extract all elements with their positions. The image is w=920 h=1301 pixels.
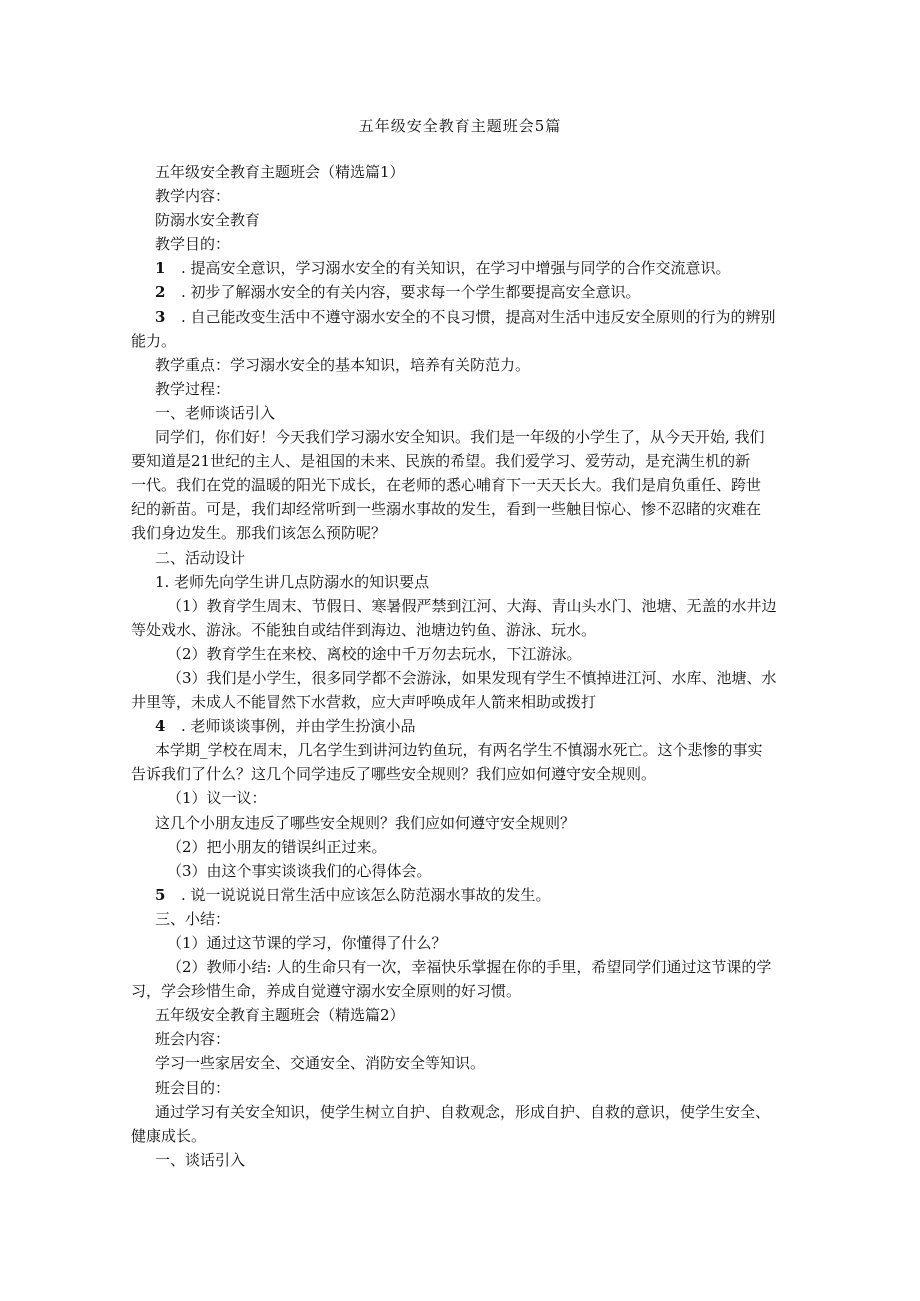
paragraph-text: 这几个小朋友违反了哪些安全规则？我们应如何遵守安全规则？	[155, 813, 576, 832]
paragraph-text: 学习一些家居安全、交通安全、消防安全等知识。	[155, 1054, 486, 1073]
paragraph-text: 1. 老师先向学生讲几点防溺水的知识要点	[155, 572, 430, 591]
paragraph-line	[131, 1124, 799, 1148]
paragraph-text: （2）把小朋友的错误纠正过来。	[167, 837, 387, 856]
paragraph-text: 一代。我们在党的温暖的阳光下成长，在老师的悉心哺育下一天天长大。我们是肩负重任、跨世	[131, 476, 762, 495]
paragraph-text: 本学期_学校在周末，几名学生到讲河边钓鱼玩，有两名学生不慎溺水死亡。这个悲惨的事实	[155, 741, 763, 760]
paragraph-text: （1）通过这节课的学习，你懂得了什么？	[167, 934, 447, 952]
paragraph-line	[131, 401, 799, 425]
paragraph-line	[131, 1027, 799, 1051]
paragraph-text: （1）议一议：	[167, 789, 267, 808]
paragraph-text: . 提高安全意识，学习溺水安全的有关知识，在学习中增强与同学的合作交流意识。	[181, 259, 731, 278]
paragraph-line	[131, 907, 799, 931]
paragraph-line	[131, 232, 799, 256]
paragraph-text: . 初步了解溺水安全的有关内容，要求每一个学生都要提高安全意识。	[181, 283, 641, 302]
paragraph-line	[131, 690, 799, 714]
paragraph-line	[131, 1100, 799, 1124]
paragraph-line	[131, 955, 799, 979]
paragraph-text: 要知道是21世纪的主人、是祖国的未来、民族的希望。我们爱学习、爱劳动，是充满生机的新	[131, 452, 751, 471]
paragraph-text: 二、活动设计	[155, 548, 246, 567]
paragraph-text: 健康成长。	[131, 1126, 207, 1145]
paragraph-line	[131, 570, 799, 594]
list-number: 3	[155, 307, 166, 326]
paragraph-line	[131, 883, 799, 907]
paragraph-text: 三、小结：	[155, 909, 231, 928]
paragraph-line	[131, 160, 799, 184]
paragraph-text: 班会内容：	[155, 1030, 231, 1049]
paragraph-text: 我们身边发生。那我们该怎么预防呢？	[131, 524, 387, 543]
paragraph-text: （2）教师小结: 人的生命只有一次，幸福快乐掌握在你的手里，希望同学们通过这节课的学	[167, 958, 772, 977]
paragraph-line	[131, 546, 799, 570]
paragraph-line	[131, 931, 799, 955]
paragraph-text: 防溺水安全教育	[155, 211, 261, 230]
paragraph-line	[131, 329, 799, 353]
paragraph-text: 一、谈话引入	[155, 1150, 246, 1169]
paragraph-line	[131, 208, 799, 232]
paragraph-line	[131, 449, 799, 473]
paragraph-line	[131, 786, 799, 810]
paragraph-line	[131, 353, 799, 377]
paragraph-text: . 自己能改变生活中不遵守溺水安全的不良习惯，提高对生活中违反安全原则的行为的辨别	[181, 307, 776, 326]
paragraph-line	[131, 666, 799, 690]
paragraph-line	[131, 594, 799, 618]
paragraph-text: 班会目的：	[155, 1078, 231, 1097]
document-body	[131, 160, 799, 1172]
paragraph-line	[131, 280, 799, 304]
paragraph-line	[131, 811, 799, 835]
paragraph-line	[131, 377, 799, 401]
paragraph-text: 五年级安全教育主题班会（精选篇2）	[155, 1006, 405, 1025]
list-number: 5	[155, 885, 166, 904]
paragraph-text: 纪的新苗。可是，我们却经常听到一些溺水事故的发生，看到一些触目惊心、惨不忍睹的灾难在	[131, 500, 762, 519]
paragraph-line	[131, 1076, 799, 1100]
paragraph-line	[131, 184, 799, 208]
paragraph-line	[131, 305, 799, 329]
paragraph-text: （1）教育学生周末、节假日、寒暑假严禁到江河、大海、青山头水门、池塘、无盖的水井边	[167, 596, 777, 615]
paragraph-text: （3）我们是小学生，很多同学都不会游泳，如果发现有学生不慎掉进江河、水库、池塘、水	[167, 668, 777, 687]
paragraph-text: 习，学会珍惜生命，养成自觉遵守溺水安全原则的好习惯。	[131, 982, 522, 1001]
paragraph-line	[131, 425, 799, 449]
paragraph-text: 教学过程：	[155, 379, 231, 398]
paragraph-text: 教学内容：	[155, 187, 231, 206]
paragraph-text: （2）教育学生在来校、离校的途中千万勿去玩水，下江游泳。	[167, 644, 582, 663]
paragraph-line	[131, 521, 799, 545]
paragraph-line	[131, 979, 799, 1003]
paragraph-line	[131, 1003, 799, 1027]
paragraph-line	[131, 762, 799, 786]
paragraph-text: . 说一说说说日常生活中应该怎么防范溺水事故的发生。	[181, 885, 551, 904]
paragraph-line	[131, 738, 799, 762]
paragraph-line	[131, 859, 799, 883]
paragraph-line	[131, 497, 799, 521]
paragraph-text: 能力。	[131, 331, 177, 350]
document-title: 五年级安全教育主题班会5篇	[358, 117, 562, 135]
paragraph-text: 五年级安全教育主题班会（精选篇1）	[155, 163, 405, 181]
paragraph-text: 告诉我们了什么？这几个同学违反了哪些安全规则？我们应如何遵守安全规则。	[131, 765, 657, 784]
list-number: 4	[155, 717, 166, 736]
paragraph-text: 教学重点：学习溺水安全的基本知识，培养有关防范力。	[155, 355, 531, 374]
paragraph-text: 井里等，未成人不能冒然下水营救，应大声呼唤成年人箭来相助或拨打	[131, 693, 597, 712]
paragraph-line	[131, 256, 799, 280]
paragraph-line	[131, 618, 799, 642]
paragraph-text: 等处戏水、游泳。不能独自或结伴到海边、池塘边钓鱼、游泳、玩水。	[131, 620, 597, 639]
paragraph-line	[131, 1148, 799, 1172]
paragraph-text: （3）由这个事实谈谈我们的心得体会。	[167, 861, 432, 880]
paragraph-text: . 老师谈谈事例，并由学生扮演小品	[181, 717, 416, 736]
paragraph-line	[131, 835, 799, 859]
paragraph-text: 一、老师谈话引入	[155, 403, 276, 422]
paragraph-line	[131, 1051, 799, 1075]
list-number: 2	[155, 283, 166, 302]
paragraph-text: 教学目的：	[155, 235, 231, 254]
list-number: 1	[155, 259, 166, 278]
paragraph-line	[131, 714, 799, 738]
paragraph-text: 通过学习有关安全知识，使学生树立自护、自救观念，形成自护、自救的意识，使学生安全、	[155, 1102, 771, 1121]
paragraph-line	[131, 642, 799, 666]
paragraph-line	[131, 473, 799, 497]
paragraph-text: 同学们，你们好！今天我们学习溺水安全知识。我们是一年级的小学生了，从今天开始, 我们	[155, 428, 765, 447]
